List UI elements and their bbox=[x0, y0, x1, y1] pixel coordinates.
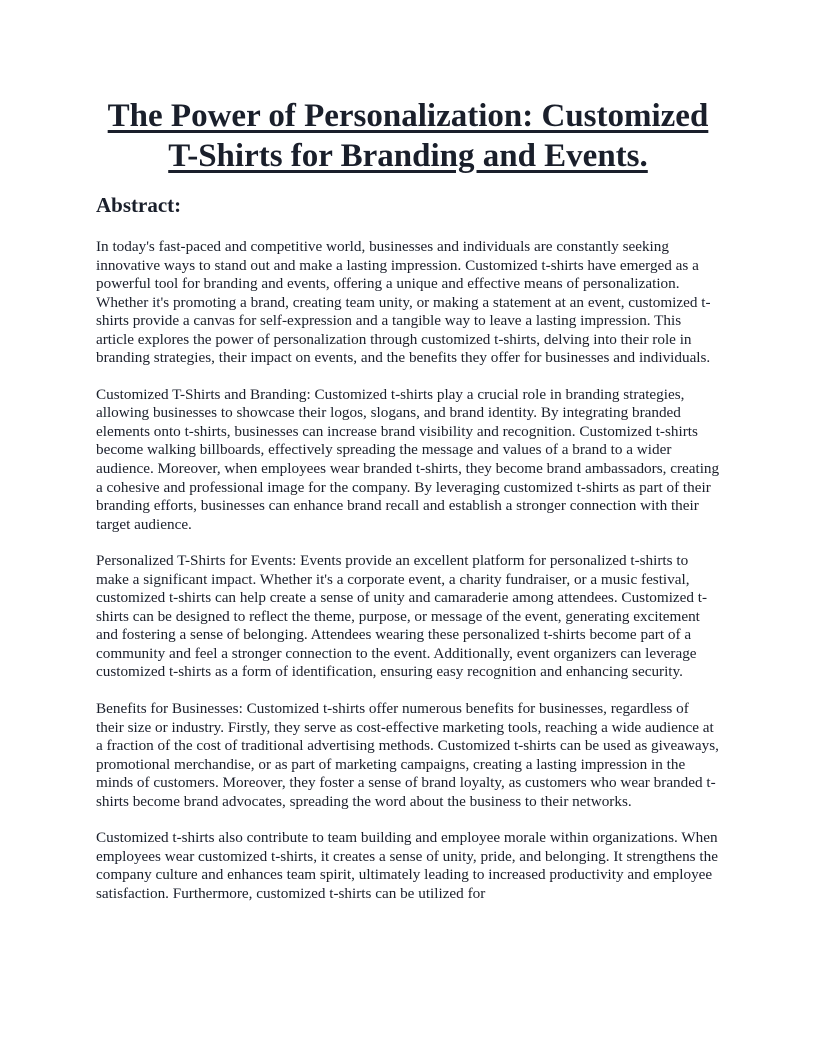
abstract-heading: Abstract: bbox=[96, 193, 182, 217]
paragraph-branding: Customized T-Shirts and Branding: Customized t-shirts play a crucial role in branding strategies, allowing businesses to showcase their logos, slogans, and brand identity. By integrating branded elements onto t-shirts, businesses can increase brand visibility and recognition. Customized t-shirts become walking billboards, effectively spreading the message and values of a brand to a wider audience. Moreover, when employees wear branded t-shirts, they become brand ambassadors, creating a cohesive and professional image for the company. By leveraging customized t-shirts as part of their branding efforts, businesses can enhance brand recall and establish a stronger connection with their target audience. bbox=[96, 385, 720, 533]
paragraph-team-building: Customized t-shirts also contribute to team building and employee morale within organizations. When employees wear customized t-shirts, it creates a sense of unity, pride, and belonging. It strengthens the company culture and enhances team spirit, ultimately leading to increased productivity and employee satisfaction. Furthermore, customized t-shirts can be utilized for bbox=[96, 829, 718, 902]
paragraph-intro: In today's fast-paced and competitive world, businesses and individuals are constantly seeking innovative ways to stand out and make a lasting impression. Customized t-shirts have emerged as a powerful tool for branding and events, offering a unique and effective means of personalization. Whether it's promoting a brand, creating team unity, or making a statement at an event, customized t-shirts provide a canvas for self-expression and a tangible way to leave a lasting impression. This article explores the power of personalization through customized t-shirts, delving into their role in branding strategies, their impact on events, and the benefits they offer for businesses and individuals. bbox=[96, 238, 711, 367]
document-title bbox=[96, 96, 720, 176]
paragraph-events: Personalized T-Shirts for Events: Events provide an excellent platform for personalized t-shirts to make a significant impact. Whether it's a corporate event, a charity fundraiser, or a music festival, customized t-shirts can help create a sense of unity and camaraderie among attendees. Customized t-shirts can be designed to reflect the theme, purpose, or message of the event, generating excitement and fostering a sense of belonging. Attendees wearing these personalized t-shirts become part of a community and feel a stronger connection to the event. Additionally, event organizers can leverage customized t-shirts as a form of identification, ensuring easy recognition and enhancing security. bbox=[96, 552, 708, 681]
paragraph-business-benefits: Benefits for Businesses: Customized t-shirts offer numerous benefits for businesses, regardless of their size or industry. Firstly, they serve as cost-effective marketing tools, reaching a wide audience at a fraction of the cost of traditional advertising methods. Customized t-shirts can be used as giveaways, promotional merchandise, or as part of marketing campaigns, creating a lasting impression in the minds of customers. Moreover, they foster a sense of brand loyalty, as customers who wear branded t-shirts become brand advocates, spreading the word about the business to their networks. bbox=[96, 700, 719, 810]
document-title-line-2: T-Shirts for Branding and Events. bbox=[168, 138, 648, 174]
document-title-line-1: The Power of Personalization: Customized bbox=[107, 98, 709, 134]
